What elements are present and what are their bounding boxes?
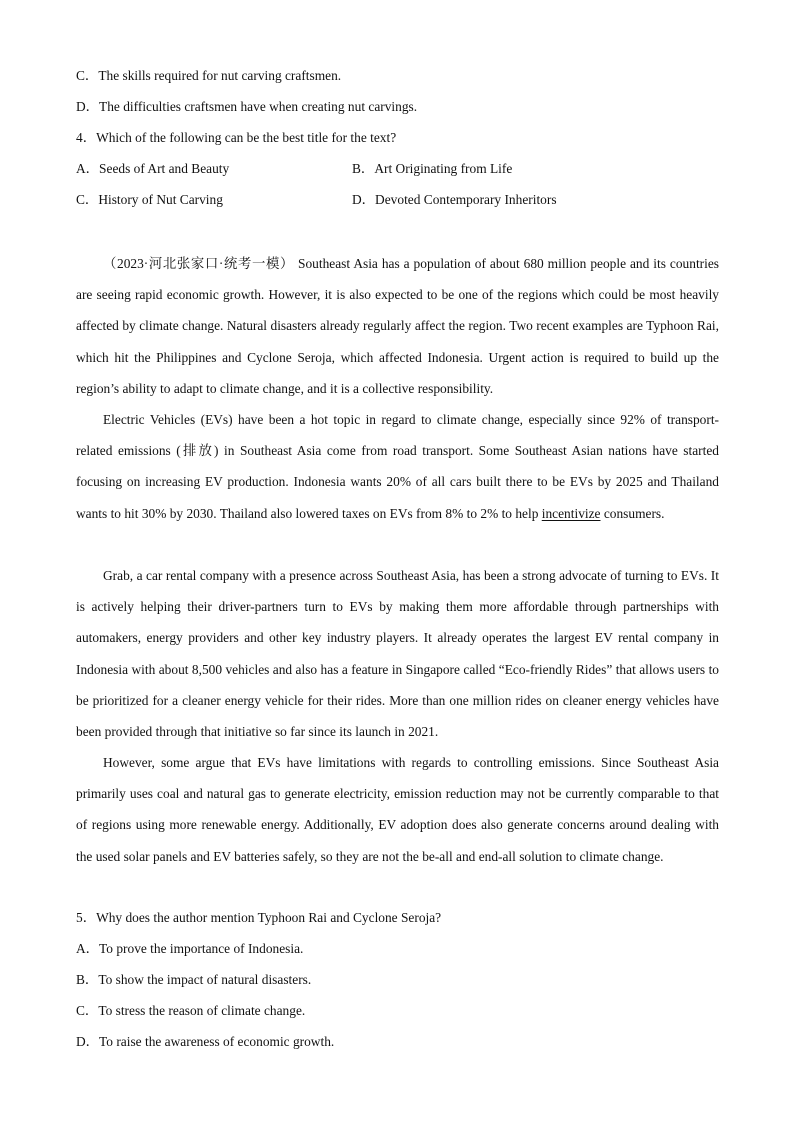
passage-source: （2023·河北张家口·统考一模） [103, 256, 295, 271]
question-5-option-c: C．To stress the reason of climate change. [76, 1003, 306, 1018]
passage-paragraph-4-text: However, some argue that EVs have limitations with regards to controlling emissions. Since Southeast Asia primarily uses coal and natural gas to generate electricity, emission reduction may not be currently comparable to that of regions using more renewable energy. Additionally, EV adoption does also generate concerns around dealing with the used solar panels and EV batteries safely, so they are not the be-all and end-all solution to climate change. [76, 755, 719, 864]
question-4-option-d: D．Devoted Contemporary Inheritors [352, 192, 557, 207]
question-5-option-b: B．To show the impact of natural disasters. [76, 972, 312, 987]
passage-paragraph-1 [76, 248, 719, 404]
passage-paragraph-2-end: consumers. [600, 505, 665, 521]
passage-paragraph-3-text: Grab, a car rental company with a presence across Southeast Asia, has been a strong advocate of turning to EVs. It is actively helping their driver-partners turn to EVs by making them more affordable through partnerships with automakers, energy providers and other key industry players. It already operates the largest EV rental company in Indonesia with about 8,500 vehicles and also has a feature in Singapore called “Eco-friendly Rides” that allows users to be prioritized for a cleaner energy vehicle for their rides. More than one million rides on cleaner energy vehicles have been provided through that initiative so far since its launch in 2021. [76, 568, 719, 740]
question-4-stem: 4．Which of the following can be the best title for the text? [76, 130, 397, 145]
question-4-option-c: C．History of Nut Carving [76, 192, 223, 207]
passage-paragraph-4 [76, 747, 719, 872]
question-4-options-row-2 [76, 192, 557, 208]
prev-option-d: D．The difficulties craftsmen have when creating nut carvings. [76, 99, 418, 114]
question-5-stem: 5．Why does the author mention Typhoon Rai and Cyclone Seroja? [76, 910, 442, 925]
question-4-options-row-1 [76, 161, 513, 177]
passage-paragraph-1-text: Southeast Asia has a population of about 680 million people and its countries are seeing rapid economic growth. However, it is also expected to be one of the regions which could be most heavily affected by climate change. Natural disasters already regularly affect the region. Two recent examples are Typhoon Rai, which hit the Philippines and Cyclone Seroja, which affected Indonesia. Urgent action is required to build up the region’s ability to adapt to climate change, and it is a collective responsibility. [76, 256, 719, 396]
prev-option-c: C．The skills required for nut carving craftsmen. [76, 68, 342, 83]
passage-paragraph-2-text: Electric Vehicles (EVs) have been a hot topic in regard to climate change, especially since 92% of transport-related emissions (排放) in Southeast Asia come from road transport. Some Southeast Asian nations have started focusing on increasing EV production. Indonesia wants 20% of all cars built there to be EVs by 2025 and Thailand wants to hit 30% by 2030. Thailand also lowered taxes on EVs from 8% to 2% to help [76, 412, 719, 521]
question-4-option-b: B．Art Originating from Life [352, 161, 513, 176]
passage-paragraph-3 [76, 560, 719, 747]
passage-paragraph-2 [76, 404, 719, 529]
underlined-word: incentivize [541, 505, 601, 521]
question-4-option-a: A．Seeds of Art and Beauty [76, 161, 230, 176]
question-5-option-a: A．To prove the importance of Indonesia. [76, 941, 304, 956]
question-5-option-d: D．To raise the awareness of economic growth. [76, 1034, 335, 1049]
